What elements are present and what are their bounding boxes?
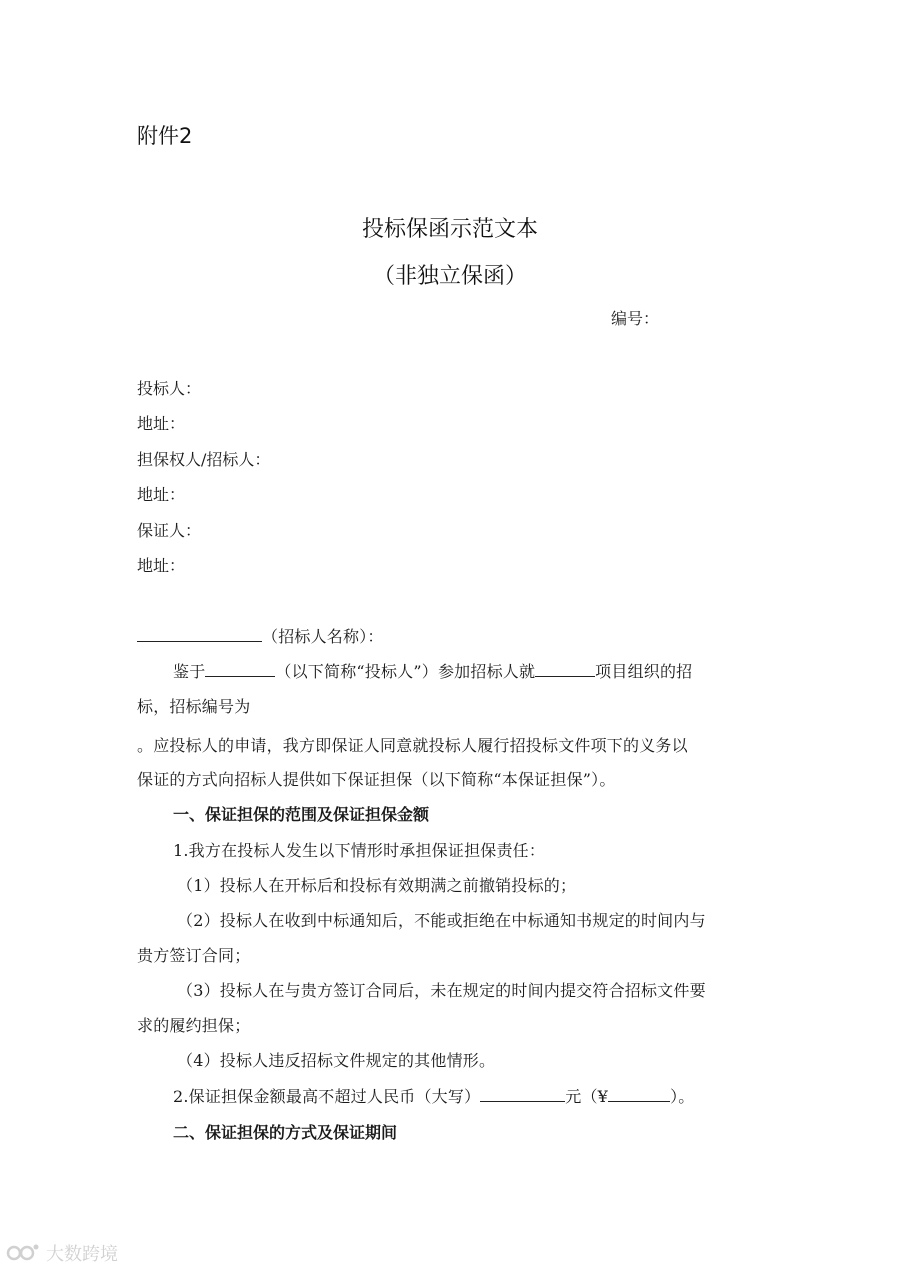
case-1: （1）投标人在开标后和投标有效期满之前撤销投标的； [177, 876, 577, 895]
case-4: （4）投标人违反招标文件规定的其他情形。 [177, 1051, 496, 1070]
party-tenderee-address: 地址： [137, 485, 186, 504]
amount-text-c: ）。 [670, 1087, 695, 1106]
para1-line3: 。应投标人的申请，我方即保证人同意就投标人履行招投标文件项下的义务以 [137, 736, 688, 755]
bidder-name-blank [205, 662, 275, 677]
section1-item1: 1.我方在投标人发生以下情形时承担保证担保责任： [173, 841, 546, 860]
para1-text-c: 项目组织的招 [595, 662, 693, 681]
case-2-line2: 贵方签订合同； [137, 946, 251, 965]
section2-heading: 二、保证担保的方式及保证期间 [173, 1123, 398, 1142]
attachment-label: 附件2 [137, 124, 193, 148]
watermark [6, 1240, 118, 1266]
party-tenderee: 担保权人/招标人： [137, 450, 271, 469]
para1-text-a: 鉴于 [173, 662, 206, 681]
document-title: 投标保函示范文本 [361, 217, 538, 242]
number-label: 编号： [611, 309, 660, 328]
section1-heading: 一、保证担保的范围及保证担保金额 [173, 805, 430, 824]
salutation-suffix: （招标人名称）： [262, 627, 384, 646]
para1-line1 [173, 659, 692, 682]
party-bidder-address: 地址： [137, 414, 186, 433]
case-2-line1: （2）投标人在收到中标通知后，不能或拒绝在中标通知书规定的时间内与 [177, 911, 706, 930]
amount-text-b: 元（¥ [565, 1087, 609, 1106]
document-subtitle: （非独立保函） [372, 264, 527, 289]
project-name-blank [535, 662, 595, 677]
case-3-line1: （3）投标人在与贵方签订合同后，未在规定的时间内提交符合招标文件要 [177, 981, 706, 1000]
amount-words-blank [480, 1087, 565, 1102]
section1-item2 [173, 1084, 694, 1107]
party-bidder: 投标人： [137, 379, 202, 398]
para1-line4: 保证的方式向招标人提供如下保证担保（以下简称“本保证担保”）。 [137, 770, 616, 789]
party-guarantor-address: 地址： [137, 556, 186, 575]
case-3-line2: 求的履约担保； [137, 1016, 251, 1035]
watermark-logo-icon [6, 1242, 40, 1264]
tenderee-name-blank [137, 627, 262, 642]
para1-text-b: （以下简称“投标人”）参加招标人就 [275, 662, 536, 681]
watermark-text: 大数跨境 [46, 1244, 118, 1265]
party-guarantor: 保证人： [137, 521, 202, 540]
salutation-line [137, 624, 384, 647]
amount-text-a: 2.保证担保金额最高不超过人民币（大写） [173, 1087, 481, 1106]
para1-line2: 标，招标编号为 [137, 697, 251, 716]
amount-figure-blank [608, 1087, 670, 1102]
